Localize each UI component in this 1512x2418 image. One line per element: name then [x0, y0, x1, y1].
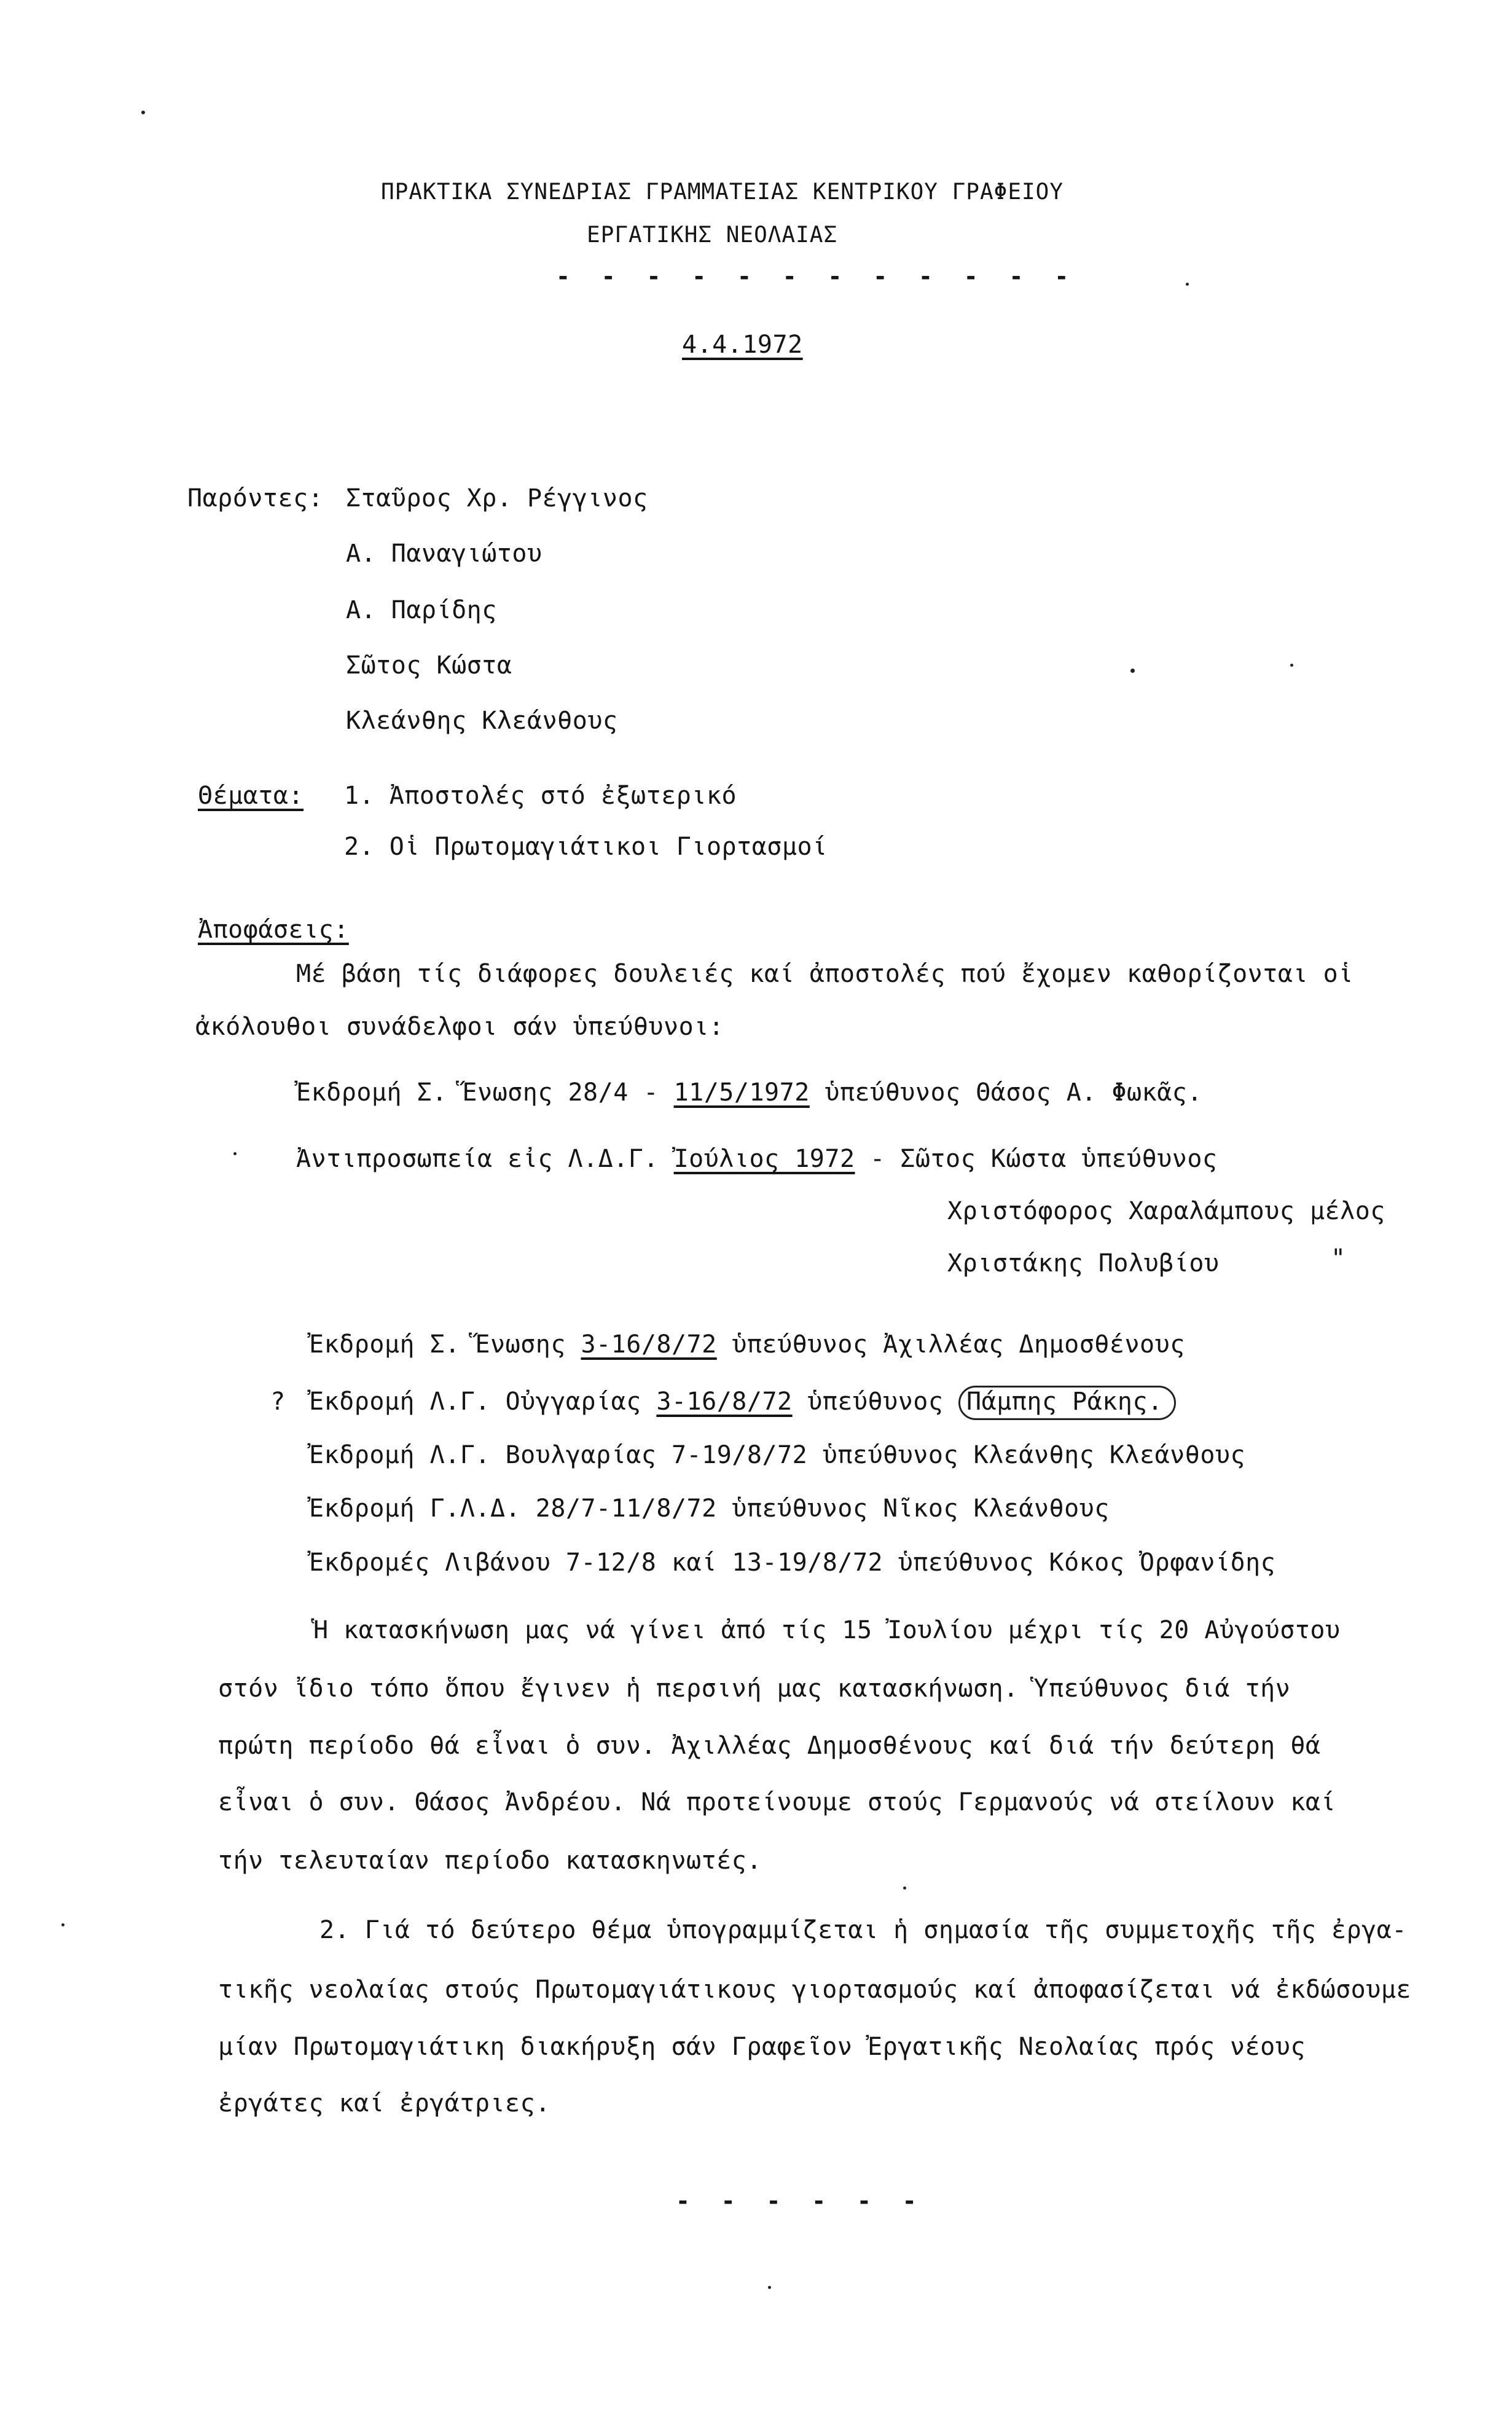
trip-line-4: Ἐκδρομή Λ.Γ. Βουλγαρίας 7-19/8/72 ὑπεύθυνος Κλεάνθης Κλεάνθους	[309, 1441, 1246, 1469]
trip-line-6: Ἐκδρομές Λιβάνου 7-12/8 καί 13-19/8/72 ὑπεύθυνος Κόκος Ὀρφανίδης	[309, 1549, 1276, 1577]
trip-3-date: 3-16/8/72	[656, 1388, 793, 1416]
present-name-1: Σταῦρος Χρ. Ρέγγινος	[346, 484, 648, 512]
camp-paragraph-line1: Ἡ κατασκήνωση μας νά γίνει ἀπό τίς 15 Ἰουλίου μέχρι τίς 20 Αὐγούστου	[313, 1616, 1341, 1644]
decisions-label: Ἀποφάσεις:	[198, 916, 349, 944]
scan-speck	[1130, 669, 1135, 673]
title-divider: - - - - - - - - - - - -	[556, 263, 1078, 290]
document-title-line1: ΠΡΑΚΤΙΚΑ ΣΥΝΕΔΡΙΑΣ ΓΡΑΜΜΑΤΕΙΑΣ ΚΕΝΤΡΙΚΟΥ ΓΡΑΦΕΙΟΥ	[381, 179, 1064, 205]
circled-name: Πάμπης Ράκης.	[958, 1386, 1176, 1420]
point2-paragraph-line1: 2. Γιά τό δεύτερο θέμα ὑπογραμμίζεται ἡ σημασία τῆς συμμετοχῆς τῆς ἐργα-	[319, 1916, 1407, 1944]
scan-speck	[233, 1152, 237, 1155]
delegation-date: Ἰούλιος 1972	[673, 1145, 855, 1173]
question-mark-annotation: ?	[270, 1388, 286, 1416]
trip-line-1: Ἐκδρομή Σ. Ἕνωσης 28/4 - 11/5/1972 ὑπεύθυνος Θάσος Α. Φωκᾶς.	[296, 1078, 1202, 1107]
camp-paragraph-line3: πρώτη περίοδο θά εἶναι ὁ συν. Ἀχιλλέας Δημοσθένους καί διά τήν δεύτερη θά	[218, 1732, 1321, 1760]
scan-speck	[768, 2286, 771, 2289]
trip-line-5: Ἐκδρομή Γ.Λ.Δ. 28/7-11/8/72 ὑπεύθυνος Νῖκος Κλεάνθους	[309, 1494, 1110, 1523]
present-name-2: Α. Παναγιώτου	[346, 540, 543, 568]
delegation-line-3: Χριστάκης Πολυβίου	[947, 1249, 1220, 1278]
scan-speck	[1290, 664, 1293, 667]
meeting-date: 4.4.1972	[682, 331, 803, 359]
topic-item-2: 2. Οἱ Πρωτομαγιάτικοι Γιορτασμοί	[344, 833, 828, 861]
footer-divider: - - - - - -	[676, 2188, 925, 2215]
delegation-line-2: Χριστόφορος Χαραλάμπους μέλος	[947, 1197, 1385, 1225]
ditto-mark: "	[1331, 1244, 1346, 1273]
document-title-line2: ΕΡΓΑΤΙΚΗΣ ΝΕΟΛΑΙΑΣ	[587, 222, 838, 248]
present-name-3: Α. Παρίδης	[346, 596, 497, 624]
camp-paragraph-line2: στόν ἴδιο τόπο ὅπου ἔγινεν ἡ περσινή μας κατασκήνωση. Ὑπεύθυνος διά τήν	[218, 1674, 1291, 1703]
camp-paragraph-line4: εἶναι ὁ συν. Θάσος Ἀνδρέου. Νά προτείνουμε στούς Γερμανούς νά στείλουν καί	[218, 1788, 1336, 1816]
decisions-intro-line1: Μέ βάση τίς διάφορες δουλειές καί ἀποστολές πού ἔχομεν καθορίζονται οἱ	[296, 960, 1353, 988]
scan-speck	[61, 1923, 65, 1926]
trip-2-date: 3-16/8/72	[581, 1330, 717, 1359]
topics-label: Θέματα:	[198, 782, 304, 810]
trip-1-date: 11/5/1972	[673, 1078, 810, 1107]
trip-line-2: Ἐκδρομή Σ. Ἕνωσης 3-16/8/72 ὑπεύθυνος Ἀχιλλέας Δημοσθένους	[309, 1330, 1185, 1359]
present-name-4: Σῶτος Κώστα	[346, 651, 512, 680]
decisions-intro-line2: ἀκόλουθοι συνάδελφοι σάν ὑπεύθυνοι:	[195, 1013, 724, 1041]
point2-paragraph-line4: ἐργάτες καί ἐργάτριες.	[218, 2089, 550, 2118]
scan-speck	[141, 111, 145, 114]
camp-paragraph-line5: τήν τελευταίαν περίοδο κατασκηνωτές.	[218, 1847, 762, 1875]
point2-paragraph-line3: μίαν Πρωτομαγιάτικη διακήρυξη σάν Γραφεῖον Ἐργατικῆς Νεολαίας πρός νέους	[218, 2033, 1306, 2061]
present-name-5: Κλεάνθης Κλεάνθους	[346, 707, 618, 735]
scan-speck	[903, 1886, 906, 1890]
topic-item-1: 1. Ἀποστολές στό ἐξωτερικό	[344, 782, 737, 810]
delegation-line-1: Ἀντιπροσωπεία εἰς Λ.Δ.Γ. Ἰούλιος 1972 - Σῶτος Κώστα ὑπεύθυνος	[296, 1145, 1218, 1173]
scan-speck	[1186, 283, 1189, 286]
point2-paragraph-line2: τικῆς νεολαίας στούς Πρωτομαγιάτικους γιορτασμούς καί ἀποφασίζεται νά ἐκδώσουμε	[218, 1976, 1411, 2004]
present-label: Παρόντες:	[187, 484, 324, 512]
trip-line-3: Ἐκδρομή Λ.Γ. Οὐγγαρίας 3-16/8/72 ὑπεύθυνος Πάμπης Ράκης.	[309, 1388, 1176, 1416]
